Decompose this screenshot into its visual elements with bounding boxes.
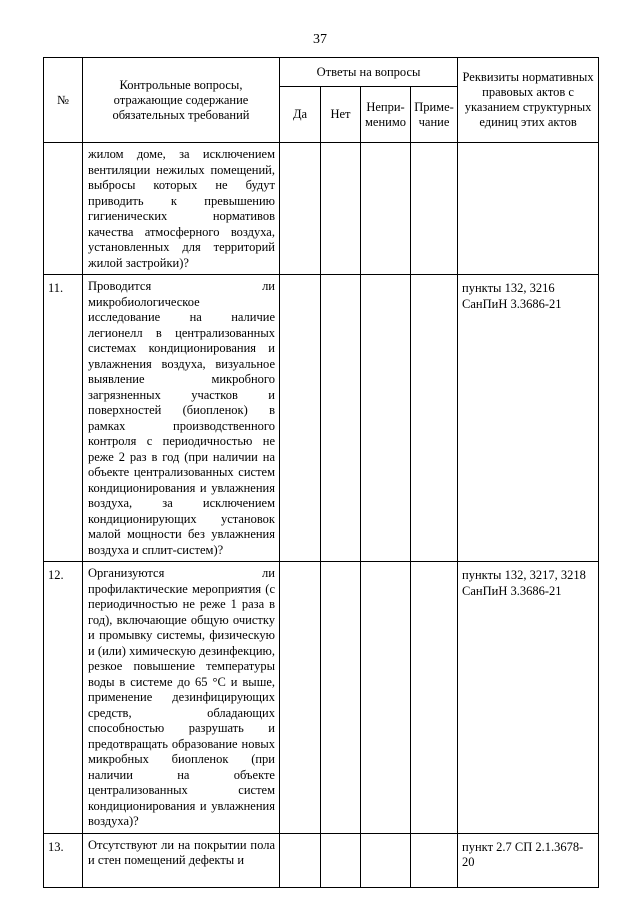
answer-no-cell[interactable] [321,833,361,887]
header-questions: Контрольные вопросы, отражающие содержание обязательных требований [83,58,280,143]
row-question: жилом доме, за исключением вентиляции нежилых помещений, выбросы которых не будут приводить к превышению гигиенических нормативов качества атмосферного воздуха, установленных для территорий жилой застройки)? [83,143,280,275]
table-row [44,143,599,275]
answer-na-cell[interactable] [361,143,411,275]
row-requisites: пункты 132, 3217, 3218 СанПиН 3.3686-21 [458,562,599,834]
header-requisites: Реквизиты нормативных правовых актов с указанием структурных единиц этих актов [458,58,599,143]
answer-yes-cell[interactable] [280,562,321,834]
answer-yes-cell[interactable] [280,275,321,562]
answer-note-cell[interactable] [411,562,458,834]
table-row [44,562,599,834]
row-requisites: пункт 2.7 СП 2.1.3678-20 [458,833,599,887]
row-requisites [458,143,599,275]
row-question: Проводится ли микробиологическое исследование на наличие легионелл в централизованных системах кондиционирования и увлажнения воздуха, визуальное выявление микробного загрязненных участков и поверхностей (биопленок) в рамках производственного контроля с периодичностью не реже 2 раз в год (при наличии на объекте централизованных систем кондиционирования и увлажнения воздуха, за исключением кондиционирующих установок малой мощности без увлажнения воздуха и сплит-систем)? [83,275,280,562]
page-number: 37 [313,32,327,47]
header-num: № [44,58,83,143]
answer-yes-cell[interactable] [280,833,321,887]
header-not-applicable: Непри-менимо [361,87,411,143]
row-number: 11. [44,275,83,562]
header-no: Нет [321,87,361,143]
header-answers: Ответы на вопросы [280,58,458,87]
answer-note-cell[interactable] [411,143,458,275]
answer-no-cell[interactable] [321,143,361,275]
row-question: Организуются ли профилактические мероприятия (с периодичностью не реже 1 раза в год), включающие общую очистку и промывку системы, физическую и (или) химическую дезинфекцию, резкое повышение температуры воды в системе до 65 °С и выше, применение дезинфицирующих средств, обладающих способностью разрушать и предотвращать образование новых микробных биопленок (при наличии на объекте централизованных систем кондиционирования и увлажнения воздуха)? [83,562,280,834]
row-number: 12. [44,562,83,834]
answer-no-cell[interactable] [321,562,361,834]
header-yes: Да [280,87,321,143]
answer-na-cell[interactable] [361,275,411,562]
header-note: Приме-чание [411,87,458,143]
table-row [44,275,599,562]
row-number: 13. [44,833,83,887]
header-row-1 [44,58,599,87]
answer-yes-cell[interactable] [280,143,321,275]
answer-note-cell[interactable] [411,275,458,562]
table-row [44,833,599,887]
answer-no-cell[interactable] [321,275,361,562]
answer-na-cell[interactable] [361,833,411,887]
checklist-table [43,57,599,888]
row-number [44,143,83,275]
row-requisites: пункты 132, 3216 СанПиН 3.3686-21 [458,275,599,562]
row-question: Отсутствуют ли на покрытии пола и стен помещений дефекты и [83,833,280,887]
answer-na-cell[interactable] [361,562,411,834]
answer-note-cell[interactable] [411,833,458,887]
